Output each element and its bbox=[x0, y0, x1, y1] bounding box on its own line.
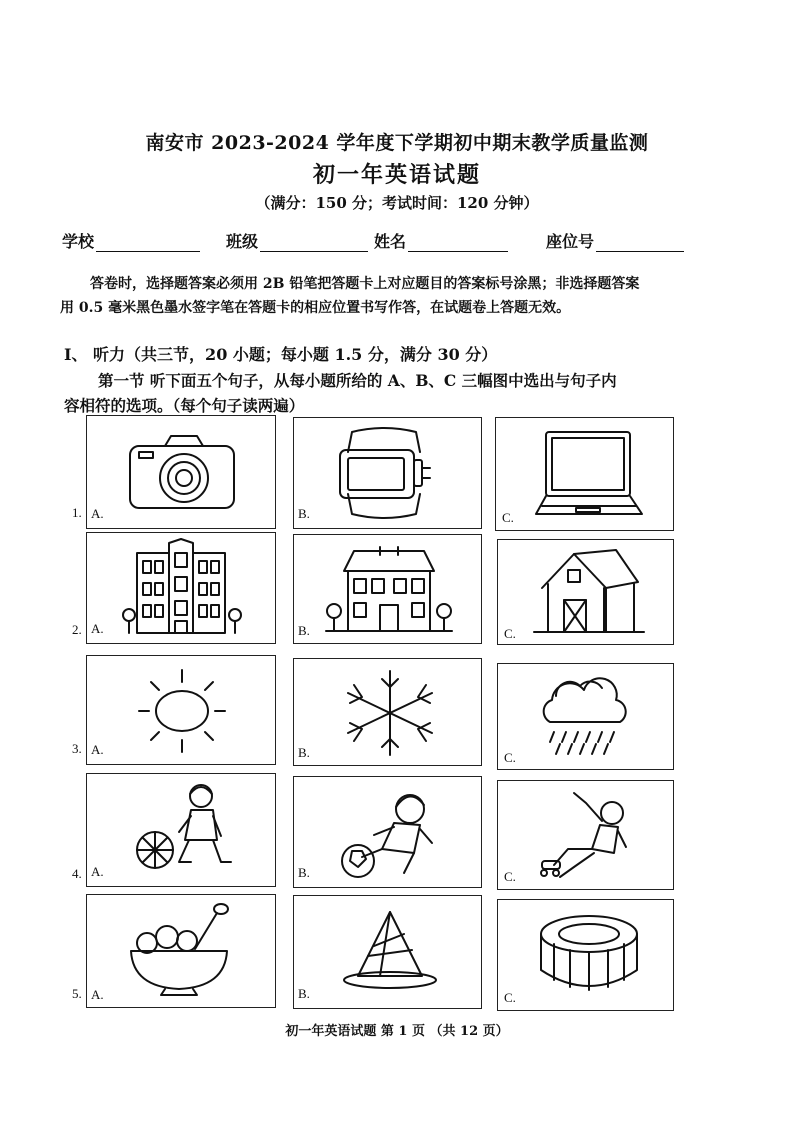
name-blank[interactable] bbox=[408, 235, 508, 252]
school-label: 学校 bbox=[62, 232, 95, 251]
rain-cloud-icon bbox=[536, 672, 636, 756]
option-box-3b[interactable] bbox=[293, 658, 482, 766]
barn-icon bbox=[534, 548, 644, 634]
seat-blank[interactable] bbox=[596, 235, 684, 252]
instructions-line1: 答卷时，选择题答案必须用 2B 铅笔把答题卡上对应题目的答案标号涂黑；非选择题答案 bbox=[90, 276, 640, 292]
question-number: 1. bbox=[72, 505, 82, 520]
class-blank[interactable] bbox=[260, 235, 368, 252]
section1-part1-instructions bbox=[64, 368, 704, 418]
option-box-4a[interactable] bbox=[86, 773, 276, 887]
zongzi-icon bbox=[340, 910, 440, 990]
option-label: C. bbox=[502, 510, 514, 525]
option-label: C. bbox=[504, 750, 516, 765]
option-label: A. bbox=[91, 621, 104, 636]
seat-label: 座位号 bbox=[546, 232, 595, 251]
option-box-5b[interactable] bbox=[293, 895, 482, 1009]
question-number: 3. bbox=[72, 741, 82, 756]
laptop-icon bbox=[534, 430, 644, 522]
part1-line1: 第一节 听下面五个句子，从每小题所给的 A、B、C 三幅图中选出与句子内 bbox=[98, 371, 617, 390]
sun-icon bbox=[137, 668, 227, 754]
school-field[interactable] bbox=[62, 229, 200, 252]
camera-icon bbox=[127, 432, 237, 512]
apartment-building-icon bbox=[123, 539, 243, 635]
option-box-1b[interactable] bbox=[293, 417, 482, 529]
school-blank[interactable] bbox=[96, 235, 200, 252]
seat-field[interactable] bbox=[546, 229, 684, 252]
option-label: B. bbox=[298, 865, 310, 880]
exam-score-time: （满分：150 分；考试时间：120 分钟） bbox=[255, 194, 539, 212]
option-box-2c[interactable] bbox=[497, 539, 674, 645]
boy-with-football-icon bbox=[334, 787, 444, 879]
option-label: B. bbox=[298, 986, 310, 1001]
question-number: 4. bbox=[72, 866, 82, 881]
boy-skating-icon bbox=[534, 787, 634, 883]
option-box-5c[interactable] bbox=[497, 899, 674, 1011]
question-number: 5. bbox=[72, 986, 82, 1001]
option-box-1c[interactable] bbox=[495, 417, 674, 531]
option-box-5a[interactable] bbox=[86, 894, 276, 1008]
option-label: C. bbox=[504, 990, 516, 1005]
class-label: 班级 bbox=[226, 232, 259, 251]
smartwatch-icon bbox=[334, 428, 434, 518]
exam-title: 南安市 2023-2024 学年度下学期初中期末教学质量监测 bbox=[145, 132, 649, 154]
mooncake-icon bbox=[534, 910, 644, 994]
option-box-3a[interactable] bbox=[86, 655, 276, 765]
house-icon bbox=[326, 543, 452, 633]
name-field[interactable] bbox=[374, 229, 508, 252]
name-label: 姓名 bbox=[374, 232, 407, 251]
part1-line2: 容相符的选项。（每个句子读两遍） bbox=[64, 396, 305, 415]
instructions-line2: 用 0.5 毫米黑色墨水签字笔在答题卡的相应位置书写作答，在试题卷上答题无效。 bbox=[60, 300, 571, 316]
tangyuan-bowl-icon bbox=[125, 903, 235, 997]
class-field[interactable] bbox=[226, 229, 368, 252]
option-box-1a[interactable] bbox=[86, 415, 276, 529]
option-box-2a[interactable] bbox=[86, 532, 276, 644]
option-label: B. bbox=[298, 745, 310, 760]
snowflake-icon bbox=[340, 669, 440, 757]
option-box-3c[interactable] bbox=[497, 663, 674, 770]
option-label: B. bbox=[298, 623, 310, 638]
option-label: A. bbox=[91, 742, 104, 757]
option-label: B. bbox=[298, 506, 310, 521]
option-label: C. bbox=[504, 626, 516, 641]
page-footer: 初一年英语试题 第 1 页 （共 12 页） bbox=[285, 1024, 509, 1039]
option-box-4c[interactable] bbox=[497, 780, 674, 890]
question-number: 2. bbox=[72, 622, 82, 637]
boy-with-bike-icon bbox=[135, 780, 235, 878]
exam-subtitle: 初一年英语试题 bbox=[312, 162, 481, 188]
option-label: C. bbox=[504, 869, 516, 884]
option-label: A. bbox=[91, 506, 104, 521]
section1-heading: Ⅰ、 听力（共三节，20 小题；每小题 1.5 分，满分 30 分） bbox=[64, 345, 498, 364]
option-label: A. bbox=[91, 987, 104, 1002]
option-box-4b[interactable] bbox=[293, 776, 482, 888]
option-label: A. bbox=[91, 864, 104, 879]
option-box-2b[interactable] bbox=[293, 534, 482, 644]
instructions bbox=[60, 272, 700, 320]
